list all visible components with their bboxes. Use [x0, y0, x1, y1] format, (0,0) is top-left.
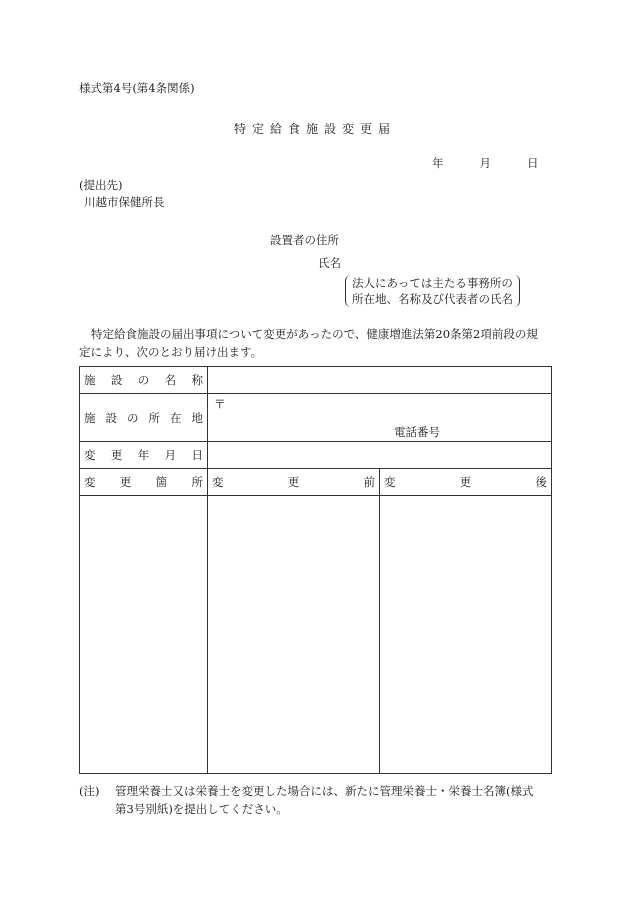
change-date-field[interactable]	[208, 442, 552, 469]
change-item-char: 箇	[155, 475, 168, 489]
month-label: 月	[479, 156, 491, 170]
document-title: 特定給食施設変更届	[233, 122, 396, 136]
before-char: 前	[363, 475, 375, 489]
facility-location-char: 設	[105, 410, 117, 425]
before-char: 更	[287, 475, 300, 489]
change-item-char: 所	[191, 475, 203, 489]
date-line	[432, 155, 539, 171]
facility-location-field[interactable]	[208, 394, 552, 442]
after-header	[380, 469, 552, 496]
change-form-table	[79, 366, 552, 774]
after-char: 後	[535, 475, 547, 489]
facility-name-char: 称	[191, 373, 203, 387]
body-line2: 定により、次のとおり届け出ます。	[79, 345, 263, 359]
change-date-char: 変	[84, 448, 96, 462]
facility-name-char: 設	[110, 373, 123, 387]
facility-location-char: 所	[148, 410, 160, 425]
facility-location-char: 地	[191, 410, 203, 425]
body-paragraph	[79, 325, 551, 361]
note-mark: (注)	[79, 784, 100, 798]
change-item-field[interactable]	[80, 496, 208, 774]
after-field[interactable]	[380, 496, 552, 774]
applicant-address-label: 設置者の住所	[270, 233, 339, 247]
form-number: 様式第4号(第4条関係)	[79, 81, 195, 95]
change-item-header	[80, 469, 208, 496]
change-item-char: 変	[84, 475, 96, 489]
footnote	[79, 782, 554, 818]
note-line1: 管理栄養士又は栄養士を変更した場合には、新たに管理栄養士・栄養士名簿(様式	[115, 784, 534, 798]
change-date-char: 月	[164, 448, 177, 462]
applicant-name-label: 氏名	[318, 256, 341, 270]
change-date-char: 更	[110, 448, 123, 462]
facility-name-field[interactable]	[208, 367, 552, 394]
facility-location-char: 施	[84, 410, 96, 425]
facility-location-char: の	[127, 410, 139, 425]
change-item-char: 更	[119, 475, 132, 489]
corporation-note-line1: 法人にあっては主たる事務所の	[352, 276, 513, 290]
note-line2: 第3号別紙)を提出してください。	[115, 802, 288, 816]
corporation-note	[345, 275, 520, 307]
before-char: 変	[212, 475, 224, 489]
addressee-heading: (提出先)	[79, 178, 123, 192]
body-line1: 特定給食施設の届出事項について変更があったので、健康増進法第20条第2項前段の規	[91, 327, 538, 341]
facility-name-label	[80, 367, 208, 394]
change-date-label	[80, 442, 208, 469]
year-label: 年	[432, 156, 444, 170]
phone-label: 電話番号	[394, 425, 440, 439]
facility-location-label	[80, 394, 208, 442]
change-date-char: 日	[191, 448, 203, 462]
facility-name-char: の	[137, 373, 150, 387]
postal-mark: 〒	[214, 397, 226, 411]
addressee-name: 川越市保健所長	[84, 195, 165, 209]
day-label: 日	[527, 156, 539, 170]
after-char: 更	[459, 475, 472, 489]
facility-location-char: 在	[170, 410, 182, 425]
change-date-char: 年	[137, 448, 150, 462]
after-char: 変	[384, 475, 396, 489]
facility-name-char: 名	[164, 373, 177, 387]
corporation-note-line2: 所在地、名称及び代表者の氏名	[352, 292, 513, 306]
before-field[interactable]	[208, 496, 380, 774]
facility-name-char: 施	[84, 373, 96, 387]
before-header	[208, 469, 380, 496]
